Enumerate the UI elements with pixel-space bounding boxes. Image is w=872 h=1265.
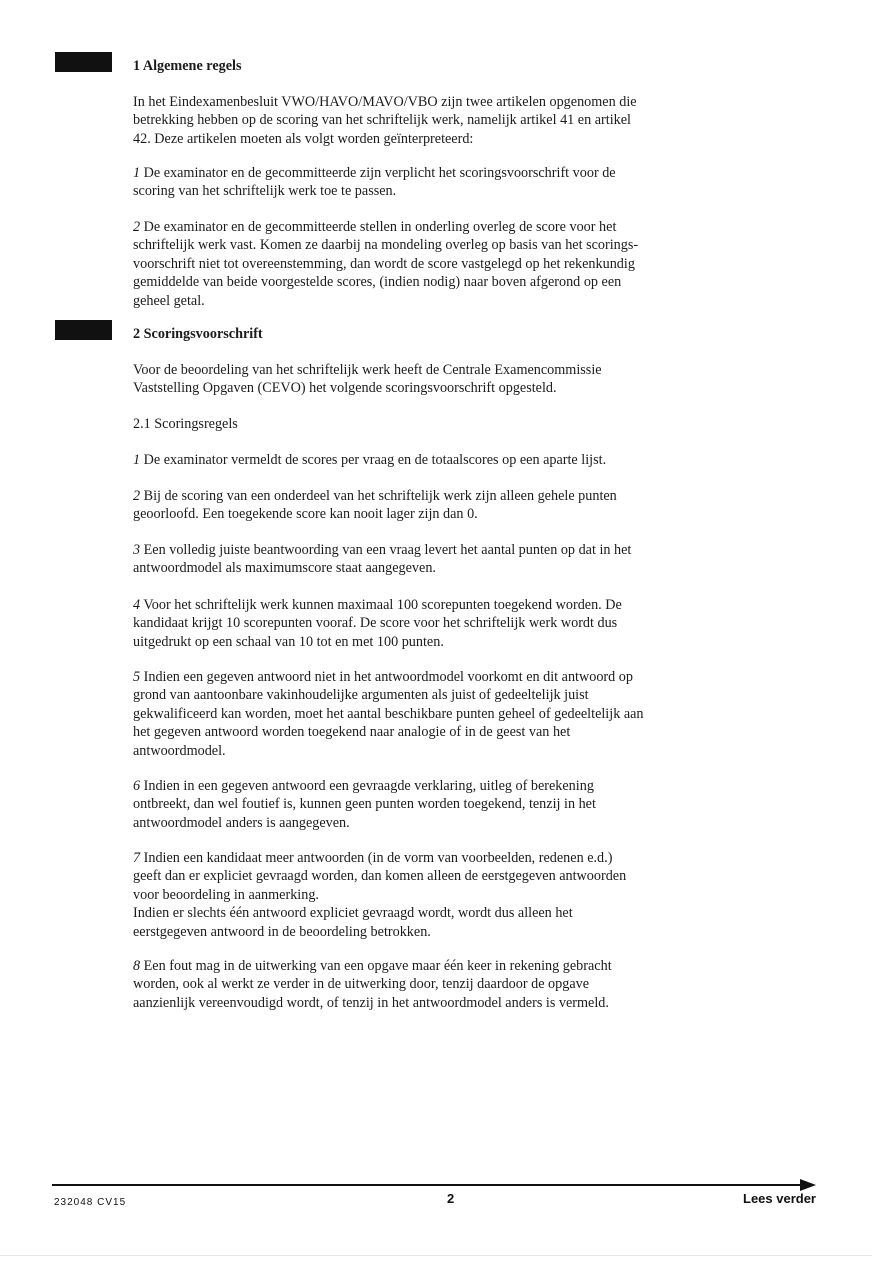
scoring-rule-7 [133,849,753,941]
rule-text: Een fout mag in de uitwerking van een opgave maar één keer in rekening gebracht [143,958,612,974]
general-rule-2 [133,218,753,310]
rule-text: Een volledig juiste beantwoording van een vraag levert het aantal punten op dat in het [143,542,632,558]
text-line: antwoordmodel als maximumscore staat aangegeven. [133,560,436,577]
text-line: geeft dan er expliciet gevraagd worden, dan komen alleen de eerstgegeven antwoorden [133,868,627,885]
text-line [133,541,753,559]
text-line: In het Eindexamenbesluit VWO/HAVO/MAVO/VBO zijn twee artikelen opgenomen die [133,94,637,110]
text-line: Voor de beoordeling van het schriftelijk werk heeft de Centrale Examencommissie [133,362,602,378]
rule-text: Indien een gegeven antwoord niet in het antwoordmodel voorkomt en dit antwoord op [143,669,633,685]
text-line: scoring van het schriftelijk werk toe te passen. [133,183,397,200]
scoring-rule-1 [133,451,753,469]
rule-text: Indien een kandidaat meer antwoorden (in de vorm van voorbeelden, redenen e.d.) [143,850,613,866]
text-line: gemiddelde van beide voorgestelde scores, (indien nodig) naar boven afgerond op een [133,274,622,291]
rule-text: De examinator vermeldt de scores per vraag en de totaalscores op een aparte lijst. [143,452,607,468]
continue-label: Lees verder [743,1191,816,1206]
text-line: antwoordmodel. [133,742,226,759]
rule-text: De examinator en de gecommitteerde zijn verplicht het scoringsvoorschrift voor de [143,165,616,181]
text-line: ontbreekt, dan wel foutief is, kunnen geen punten worden toegekend, tenzij in het [133,796,596,813]
text-line: voorschrift niet tot overeenstemming, dan wordt de score vastgelegd op het rekenkundig [133,255,635,272]
rule-text: Indien in een gegeven antwoord een gevraagde verklaring, uitleg of berekening [143,778,594,794]
scoring-rule-4 [133,596,753,651]
general-rule-1 [133,164,753,201]
text-line: grond van aantoonbare vakinhoudelijke argumenten als juist of gedeeltelijk juist [133,687,589,704]
text-line: worden, ook al werkt ze verder in de uitwerking door, tenzij daardoor de opgave [133,976,590,993]
text-line [133,849,753,867]
scan-edge-divider [0,1255,872,1256]
text-line: 42. Deze artikelen moeten als volgt worden geïnterpreteerd: [133,130,474,147]
text-line: betrekking hebben op de scoring van het schriftelijk werk, namelijk artikel 41 en artikel [133,112,631,129]
text-line [133,451,753,469]
scoring-rule-2 [133,487,753,524]
scoring-rule-8 [133,957,753,1012]
text-line: Vaststelling Opgaven (CEVO) het volgende scoringsvoorschrift opgesteld. [133,380,557,397]
section-2-heading: 2 Scoringsvoorschrift [133,326,263,342]
section-1-intro [133,93,753,148]
text-line: antwoordmodel anders is aangegeven. [133,814,350,831]
scoring-rule-6 [133,777,753,832]
section-marker-2 [55,320,112,340]
text-line: geoorloofd. Een toegekende score kan nooit lager zijn dan 0. [133,506,478,523]
rule-number: 5 [133,669,141,685]
text-line [133,668,753,686]
section-1-heading: 1 Algemene regels [133,58,242,74]
text-line [133,218,753,236]
rule-number: 4 [133,597,141,613]
rule-text: De examinator en de gecommitteerde stellen in onderling overleg de score voor het [143,219,617,235]
rule-number: 8 [133,958,141,974]
rule-number: 3 [133,542,141,558]
text-line: voor beoordeling in aanmerking. [133,886,319,903]
rule-text: Voor het schriftelijk werk kunnen maximaal 100 scorepunten toegekend worden. De [143,597,622,613]
section-marker-1 [55,52,112,72]
scoring-rule-3 [133,541,753,578]
text-line: kandidaat krijgt 10 scorepunten vooraf. De score voor het schriftelijk werk wordt dus [133,615,618,632]
text-line [133,487,753,505]
rule-number: 2 [133,488,141,504]
text-line [133,777,753,795]
text-line [133,596,753,614]
page-number: 2 [447,1191,455,1206]
rule-number: 2 [133,219,141,235]
exam-code: 232048 CV15 [54,1197,127,1208]
text-line: uitgedrukt op een schaal van 10 tot en met 100 punten. [133,633,444,650]
section-2-subheading: 2.1 Scoringsregels [133,416,238,432]
text-line: Indien er slechts één antwoord expliciet gevraagd wordt, wordt dus alleen het [133,905,573,922]
text-line: gekwalificeerd kan worden, moet het aantal beschikbare punten geheel of gedeeltelijk aan [133,705,644,722]
text-line: eerstgegeven antwoord in de beoordeling betrokken. [133,923,431,940]
section-2-intro [133,361,753,398]
rule-number: 7 [133,850,141,866]
text-line: schriftelijk werk vast. Komen ze daarbij na mondeling overleg op basis van het scorings- [133,237,639,254]
rule-number: 1 [133,165,141,181]
text-line: het gegeven antwoord worden toegekend naar analogie of in de geest van het [133,724,571,741]
rule-number: 6 [133,778,141,794]
footer-rule [52,1184,804,1186]
text-line [133,957,753,975]
rule-number: 1 [133,452,141,468]
rule-text: Bij de scoring van een onderdeel van het schriftelijk werk zijn alleen gehele punten [143,488,617,504]
text-line: aanzienlijk vereenvoudigd wordt, of tenzij in het antwoordmodel anders is vermeld. [133,994,609,1011]
text-line [133,164,753,182]
text-line: geheel getal. [133,292,205,309]
scoring-rule-5 [133,668,753,760]
